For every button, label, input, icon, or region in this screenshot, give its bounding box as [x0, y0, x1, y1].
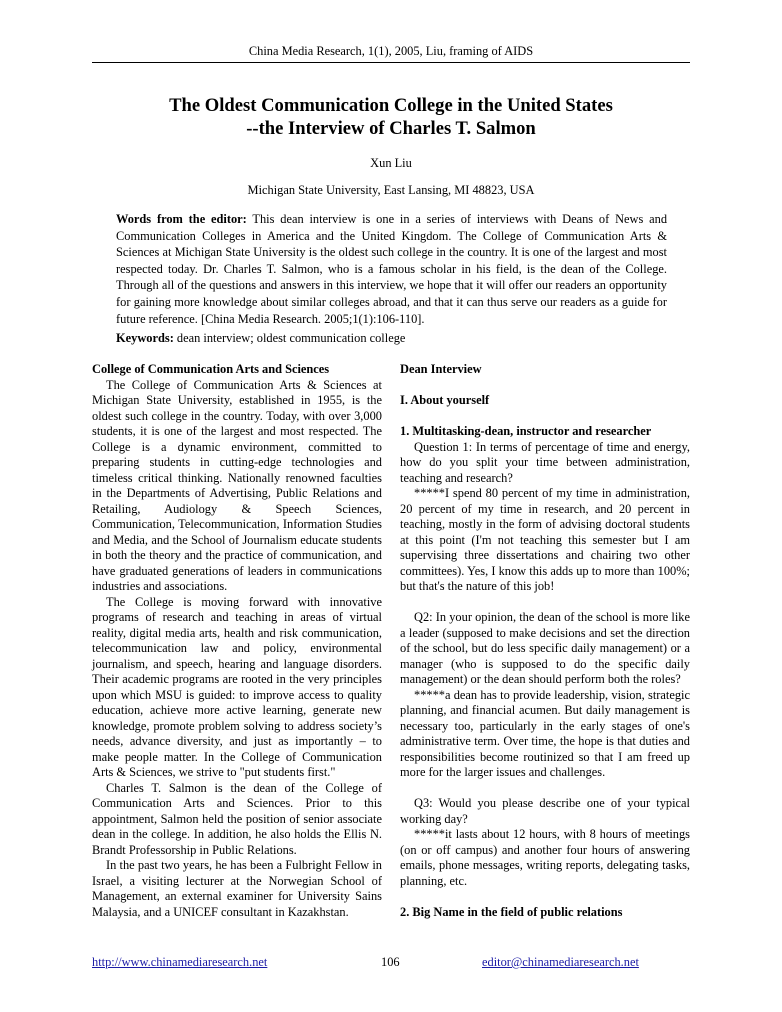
title-line-2: --the Interview of Charles T. Salmon [246, 118, 536, 139]
left-column [92, 362, 382, 920]
keywords-label: Keywords: [116, 331, 174, 345]
author-affiliation: Michigan State University, East Lansing, MI 48823, USA [247, 183, 535, 197]
paragraph: The College is moving forward with innovative programs of research and teaching in areas of virtual reality, digital media arts, health and risk communication, telecommunication law and policy, environmental journalism, and speech, hearing and language disorders. Their academic programs are rooted in the very principles upon which MSU is guided: to improve access to quality education, achieve more active learning, generate new knowledge, promote problem solving to address society’s needs, advance diversity, and just as importantly – to make people matter. In the College of Communication Arts & Sciences, we strive to "put students first." [92, 594, 382, 779]
website-link[interactable]: http://www.chinamediaresearch.net [92, 955, 268, 969]
spacer [400, 889, 690, 905]
section-heading-college: College of Communication Arts and Sciences [92, 362, 330, 376]
spacer [400, 409, 690, 425]
answer: *****a dean has to provide leadership, vision, strategic planning, and financial acumen. But daily management is necessary too, particularly in the early stages of one's administrative term. Over time, the hope is that duties and responsibilities become routinized so that I am freed up more for the larger issues and challenges. [400, 687, 690, 779]
spacer [400, 378, 690, 394]
answer: *****it lasts about 12 hours, with 8 hours of meetings (on or off campus) and another four hours of answering emails, phone messages, writing reports, delegating tasks, planning, etc. [400, 827, 690, 888]
paragraph: The College of Communication Arts & Sciences at Michigan State University, established in 1955, is the oldest such college in the country. Today, with over 3,000 students, it is one of the largest and most respected. The College is a dynamic environment, committed to preparing students in cutting-edge technologies and timeless critical thinking. Nationally renowned faculties in the Departments of Advertising, Public Relations and Retailing, Audiology & Speech Sciences, Communication, Telecommunication, Information Studies and Media, and the School of Journalism educate students in both the theory and the practice of communication, and have graduated generations of leaders in communications industries and associations. [92, 377, 382, 593]
section-heading-about: I. About yourself [400, 393, 490, 407]
running-header: China Media Research, 1(1), 2005, Liu, framing of AIDS [248, 44, 534, 58]
title-line-1: The Oldest Communication College in the United States [169, 95, 613, 116]
subsection-heading-big-name: 2. Big Name in the field of public relations [400, 904, 623, 919]
paragraph: In the past two years, he has been a Fulbright Fellow in Israel, a visiting lecturer at the Norwegian School of Management, an external examiner for University Sains Malaysia, and a UNICEF consultant in Kazakhstan. [92, 858, 382, 919]
right-column [400, 362, 690, 920]
abstract-text: This dean interview is one in a series of interviews with Deans of News and Communication Colleges in America and the United Kingdom. The College of Communication Arts & Sciences at Michigan State University is the oldest such college in the country. It is one of the largest and most respected today. Dr. Charles T. Salmon, who is a famous scholar in his field, is the dean of the College. Through all of the questions and answers in this interview, we hope that it will offer our readers an opportunity for gaining more knowledge about similar colleges abroad, and that it can thus serve our readers as a guide for future reference. [China Media Research. 2005;1(1):106-110]. [116, 212, 668, 326]
keywords [116, 331, 667, 346]
paragraph: Charles T. Salmon is the dean of the College of Communication Arts and Sciences. Prior to this appointment, Salmon held the position of senior associate dean in the college. In addition, he also holds the Ellis N. Brandt Professorship in Public Relations. [92, 780, 382, 857]
header-rule [92, 62, 690, 63]
abstract-label: Words from the editor: [116, 212, 247, 226]
author-name: Xun Liu [370, 156, 412, 170]
section-heading-interview: Dean Interview [400, 362, 482, 376]
spacer [400, 595, 690, 611]
page-number: 106 [381, 955, 400, 969]
subsection-heading-multitasking: 1. Multitasking-dean, instructor and researcher [400, 424, 652, 438]
editor-abstract [116, 211, 667, 327]
question: Q3: Would you please describe one of your typical working day? [400, 796, 690, 826]
article-title [92, 94, 690, 140]
question: Question 1: In terms of percentage of time and energy, how do you split your time between administration, teaching and research? [400, 439, 690, 485]
email-link[interactable]: editor@chinamediaresearch.net [482, 955, 639, 969]
keywords-text: dean interview; oldest communication college [173, 331, 406, 345]
answer: *****I spend 80 percent of my time in administration, 20 percent of my time in research, and 20 percent in teaching, mostly in the form of advising doctoral students at this point (I'm not teaching this semester but I am supervising three dissertations and chairing two other committees). Yes, I know this adds up to more than 100%; but that's the nature of this job! [400, 486, 690, 593]
question: Q2: In your opinion, the dean of the school is more like a leader (supposed to make decisions and set the direction of the school, but do less specific daily management) or a manager (who is supposed to do the specific daily management) or the dean should perform both the roles? [400, 610, 690, 686]
spacer [400, 781, 690, 797]
